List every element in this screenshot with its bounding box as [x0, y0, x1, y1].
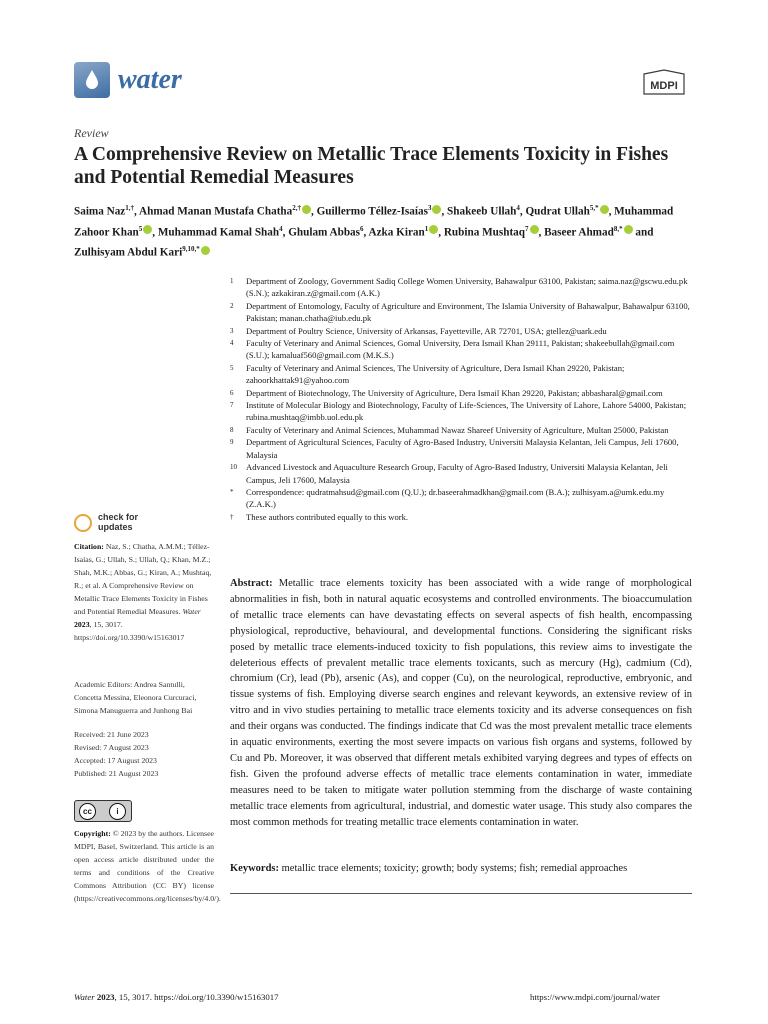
author-name: Azka Kiran — [368, 226, 425, 239]
orcid-icon[interactable] — [429, 225, 438, 234]
citation-text: Naz, S.; Chatha, A.M.M.; Téllez-Isaías, G.; Ullah, S.; Ullah, Q.; Khan, M.Z.; Shah, M.K.; Abbas, G.; Kiran, A.; Mushtaq, R.; et al. A Comprehensive Review on Metallic Trace Elements Toxicity in Fishes and Potential Remedial Measures. — [74, 542, 212, 616]
accepted-date: Accepted: 17 August 2023 — [74, 756, 157, 765]
affiliation-text: These authors contributed equally to this work. — [246, 511, 409, 522]
revised-date: Revised: 7 August 2023 — [74, 743, 149, 752]
copyright-label: Copyright: — [74, 829, 111, 838]
author-name: Ghulam Abbas — [288, 226, 361, 239]
affiliation-number: 6 — [230, 388, 234, 397]
author-affiliation-marker: 1,† — [125, 204, 135, 212]
affiliation-text: Department of Poultry Science, University of Arkansas, Fayetteville, AR 72701, USA; gtellez@uark.edu — [246, 325, 607, 336]
citation-rest[interactable]: , 15, 3017. https://doi.org/10.3390/w15163017 — [74, 620, 185, 642]
affiliation-item — [230, 511, 690, 523]
author-name: Ahmad Manan Mustafa Chatha — [139, 205, 293, 218]
affiliations — [230, 275, 690, 523]
orcid-icon[interactable] — [624, 225, 633, 234]
article-type: Review — [74, 126, 109, 140]
keywords — [230, 861, 692, 876]
affiliation-text: Faculty of Veterinary and Animal Sciences, The University of Agriculture, Dera Ismail Khan 29220, Pakistan; zahoorkhattak91@yahoo.com — [246, 362, 625, 386]
abstract-label: Abstract: — [230, 578, 273, 589]
mdpi-logo — [640, 68, 688, 98]
footer-citation — [74, 992, 279, 1002]
author-affiliation-marker: 9,10,* — [182, 245, 200, 254]
dates — [74, 728, 214, 780]
affiliation-text: Faculty of Veterinary and Animal Sciences, Gomal University, Dera Ismail Khan 29111, Pakistan; shakeebullah@gmail.com (S.U.); kamaluaf560@gmail.com (M.K.S.) — [246, 338, 675, 361]
copyright-text: © 2023 by the authors. Licensee MDPI, Basel, Switzerland. This article is an open access article distributed under the terms and conditions of the Creative Commons Attribution (CC BY) license (https://creativecommons.org/licenses/by/4.0/). — [74, 829, 221, 903]
affiliation-item — [230, 436, 690, 461]
author-affiliation-marker: 5 — [138, 224, 143, 233]
footer-doi[interactable]: , 15, 3017. https://doi.org/10.3390/w15163017 — [114, 992, 279, 1002]
affiliation-text: Faculty of Veterinary and Animal Sciences, Muhammad Nawaz Shareef University of Agriculture, Multan 25000, Pakistan — [246, 424, 669, 435]
affiliation-item — [230, 300, 690, 325]
article-title: A Comprehensive Review on Metallic Trace Elements Toxicity in Fishes and Potential Remedial Measures — [74, 144, 669, 188]
orcid-icon[interactable] — [600, 205, 609, 214]
orcid-icon[interactable] — [143, 225, 152, 234]
affiliation-number: 2 — [230, 301, 234, 310]
journal-logo-icon — [74, 62, 110, 98]
author-name: Shakeeb Ullah — [447, 205, 517, 218]
author-affiliation-marker: 7 — [525, 224, 529, 233]
citation — [74, 540, 214, 644]
affiliation-item — [230, 486, 690, 511]
affiliation-number: 8 — [230, 425, 234, 434]
check-updates-icon — [74, 514, 92, 532]
author-affiliation-marker: 6 — [360, 224, 364, 233]
author-name: Muhammad Kamal Shah — [157, 226, 280, 239]
affiliation-number: 5 — [230, 363, 234, 372]
check-for-updates-button[interactable] — [74, 512, 194, 536]
author-affiliation-marker: 8,* — [613, 224, 623, 233]
attribution-icon: i — [109, 803, 126, 820]
journal-name: water — [118, 64, 182, 95]
footer-url[interactable]: https://www.mdpi.com/journal/water — [530, 992, 660, 1002]
divider — [230, 893, 692, 894]
affiliation-number: 4 — [230, 339, 234, 348]
affiliation-item — [230, 461, 690, 486]
author-name: Saima Naz — [74, 205, 126, 218]
affiliation-item — [230, 325, 690, 337]
citation-journal: Water — [182, 607, 201, 616]
affiliation-text: Department of Biotechnology, The University of Agriculture, Dera Ismail Khan 29220, Pakistan; abbasharal@gmail.com — [246, 387, 663, 398]
author-affiliation-marker: 2,† — [292, 204, 301, 212]
affiliation-number: 10 — [230, 463, 237, 472]
affiliation-number: 3 — [230, 326, 234, 335]
author-affiliation-marker: 4 — [279, 224, 283, 233]
affiliation-text: Department of Zoology, Government Sadiq College Women University, Bahawalpur 63100, Pakistan; saima.naz@gscwu.edu.pk (S.N.); azkakiran.z@gmail.com (A.K.) — [246, 276, 688, 299]
orcid-icon[interactable] — [302, 205, 311, 214]
affiliation-text: Advanced Livestock and Aquaculture Research Group, Faculty of Agro-Based Industry, Universiti Malaysia Kelantan, Jeli Campus, Jeli 17600, Malaysia — [246, 462, 668, 485]
affiliation-item — [230, 399, 690, 424]
affiliation-text: Correspondence: qudratmahsud@gmail.com (Q.U.); dr.baseerahmadkhan@gmail.com (B.A.); zulhisyam.a@umk.edu.my (Z.A.K.) — [246, 486, 665, 510]
check-updates-line2: updates — [98, 522, 133, 532]
affiliation-text: Department of Agricultural Sciences, Faculty of Agro-Based Industry, Universiti Malaysia Kelantan, Jeli Campus, Jeli 17600, Malaysia — [246, 437, 679, 460]
author-name: Baseer Ahmad — [544, 226, 614, 239]
author-name: Muhammad Zahoor Khan — [74, 205, 674, 239]
author-affiliation-marker: 3 — [427, 204, 432, 212]
affiliation-item — [230, 424, 690, 436]
cc-icon: cc — [79, 803, 96, 820]
affiliation-item — [230, 387, 690, 399]
orcid-icon[interactable] — [201, 246, 210, 255]
affiliation-text: Institute of Molecular Biology and Biotechnology, Faculty of Life-Sciences, The University of Lahore, Lahore 54000, Pakistan; rubina.mushtaq@imbb.uol.edu.pk — [246, 400, 687, 423]
keywords-label: Keywords: — [230, 863, 279, 874]
affiliation-number: 9 — [230, 438, 234, 447]
author-affiliation-marker: 5,* — [589, 204, 599, 212]
author-list: Saima Naz$^{1,\dagger}$, Ahmad Manan Mustafa Chatha$^{2,\dagger}$ , Guillermo Téllez-Isaías$^3$ , Shakeeb Ullah$^4$, Qudrat Ullah$^{5,*}$ , Muhammad Zahoor Khan$^5$ , Muhammad Kamal Shah$^4$, Ghulam Abbas$^6$, Azka Kiran$^1$ , Rubina Mushtaq$^7$ , Baseer Ahmad$^{8,*}$ and Zulhisyam Abdul Kari$^{9,10,*}$ — [74, 204, 674, 260]
author-name: Qudrat Ullah — [525, 205, 590, 218]
footer-year: 2023 — [96, 992, 115, 1002]
published-date: Published: 21 August 2023 — [74, 769, 159, 778]
citation-label: Citation: — [74, 542, 104, 551]
affiliation-number: 1 — [230, 277, 234, 285]
copyright — [74, 827, 221, 905]
affiliation-number: † — [230, 512, 234, 521]
citation-year: 2023 — [74, 620, 90, 629]
author-affiliation-marker: 1 — [424, 224, 429, 233]
affiliation-number: 7 — [230, 401, 234, 410]
mdpi-text: MDPI — [650, 80, 678, 92]
affiliation-item — [230, 337, 690, 362]
affiliation-number: * — [230, 487, 234, 496]
check-updates-line1: check for — [98, 512, 139, 522]
footer-journal: Water — [74, 992, 95, 1002]
academic-editors: Academic Editors: Andrea Santulli, Concetta Messina, Eleonora Curcuraci, Simona Manuguerra and Junhong Bai — [74, 680, 197, 715]
abstract — [230, 576, 692, 831]
affiliation-item — [230, 275, 690, 300]
orcid-icon[interactable] — [530, 225, 539, 234]
orcid-icon[interactable] — [432, 205, 441, 214]
keywords-text: metallic trace elements; toxicity; growth; body systems; fish; remedial approaches — [281, 863, 628, 874]
author-name: Zulhisyam Abdul Kari — [74, 247, 183, 260]
author-joiner: and — [635, 226, 654, 239]
abstract-text: Metallic trace elements toxicity has been associated with a wide range of morphological abnormalities in fish, both in natural aquatic ecosystems and controlled environments. The bioaccumulation of metallic trace elements can have devastating effects on several aspects of fish health, encompassing physiological, reproductive, behavioural, and developmental functions. Considering the significant risks posed by metallic trace elements-induced toxicity to fish populations, this review aims to investigate the deleterious effects of prevalent metallic trace elements toxicants, such as mercury (Hg), cadmium (Cd), chromium (Cr), lead (Pb), arsenic (As), and copper (Cu), on the neurological, reproductive, embryonic, and tissue systems of fish. Employing diverse search engines and relevant keywords, an extensive review of in vitro and in vivo studies pertaining to metallic trace elements toxicity and its adverse consequences on fish and their organs was conducted. The findings indicate that Cd was the most prevalent metallic trace elements in aquatic environments, exerting the most severe impacts on various fish organs and systems, followed by Cu and Pb. Moreover, it was observed that different metals exhibited varying degrees and types of effects on fish. Given the profound adverse effects of metallic trace elements contamination in water, immediate measures need to be taken to mitigate water pollution stemming from the discharge of waste containing metallic trace elements from agricultural, industrial, and domestic water usage. This study also compares the most common methods for treating metallic trace elements contamination in water. — [230, 578, 692, 828]
author-affiliation-marker: 4 — [516, 204, 520, 212]
affiliation-text: Department of Entomology, Faculty of Agriculture and Environment, The Islamia University of Bahawalpur, Bahawalpur 63100, Pakistan; manan.chatha@iub.edu.pk — [246, 300, 690, 324]
author-name: Rubina Mushtaq — [443, 226, 525, 239]
author-name: Guillermo Téllez-Isaías — [316, 205, 428, 218]
affiliation-item — [230, 362, 690, 387]
cc-license-badge[interactable] — [74, 800, 132, 822]
received-date: Received: 21 June 2023 — [74, 730, 149, 739]
